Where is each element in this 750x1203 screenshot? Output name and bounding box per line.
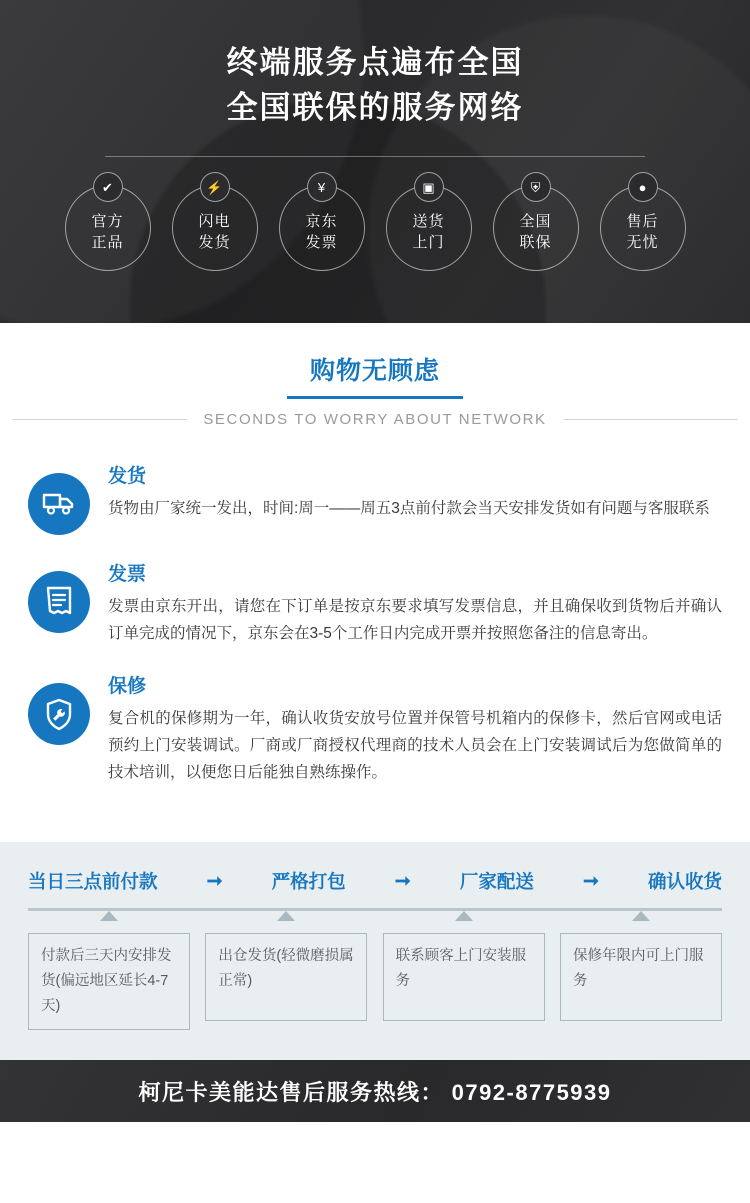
badge-label bbox=[412, 203, 444, 253]
badge-label-line2: 发票 bbox=[305, 234, 338, 251]
truck-icon bbox=[28, 473, 90, 535]
feature-heading: 保修 bbox=[108, 676, 147, 697]
section-title: 购物无顾虑 bbox=[309, 357, 440, 385]
feature-heading: 发票 bbox=[108, 564, 147, 585]
flow-card-2: 出仓发货(轻微磨损属正常) bbox=[205, 933, 367, 1021]
footer-hotline-bar bbox=[0, 1060, 750, 1122]
flow-arrow-icon: ➞ bbox=[206, 870, 223, 892]
flow-timeline bbox=[28, 908, 722, 911]
flow-step-2: 严格打包 bbox=[271, 871, 346, 892]
flow-step-1: 当日三点前付款 bbox=[28, 871, 158, 892]
flow-pointer-icon bbox=[277, 911, 295, 921]
hero-title-line1: 终端服务点遍布全国 bbox=[226, 45, 524, 80]
flow-step-4: 确认收货 bbox=[647, 871, 722, 892]
flow-card-row bbox=[20, 933, 730, 1030]
section-subtitle-wrap bbox=[0, 397, 750, 441]
badge-label-line2: 发货 bbox=[198, 234, 231, 251]
footer-hotline-text: 柯尼卡美能达售后服务热线： 0792-8775939 bbox=[138, 1079, 612, 1105]
hero-divider bbox=[105, 156, 645, 157]
feature-text: 发票由京东开出，请您在下订单是按京东要求填写发票信息，并且确保收到货物后并确认订单完成的情况下，京东会在3-5个工作日内完成开票并按照您备注的信息寄出。 bbox=[108, 598, 722, 642]
badge-label bbox=[519, 203, 551, 253]
feature-warranty bbox=[28, 669, 722, 786]
badge-label-line1: 全国 bbox=[519, 213, 552, 230]
feature-shipping bbox=[28, 459, 722, 535]
flow-card-4: 保修年限内可上门服务 bbox=[560, 933, 722, 1021]
lightning-clock-icon: ⚡ bbox=[200, 172, 230, 202]
flow-pointer-icon bbox=[100, 911, 118, 921]
badge-label-line1: 送货 bbox=[412, 213, 445, 230]
service-badge-list bbox=[0, 179, 750, 271]
service-badge-invoice bbox=[279, 179, 365, 271]
flow-pointer-icon bbox=[455, 911, 473, 921]
badge-label bbox=[198, 203, 230, 253]
badge-label-line1: 闪电 bbox=[198, 213, 231, 230]
badge-label-line1: 售后 bbox=[626, 213, 659, 230]
badge-label bbox=[305, 203, 337, 253]
flow-card-3: 联系顾客上门安装服务 bbox=[383, 933, 545, 1021]
badge-label-line2: 上门 bbox=[412, 234, 445, 251]
flow-card-1: 付款后三天内安排发货(偏远地区延长4-7天) bbox=[28, 933, 190, 1030]
service-badge-official bbox=[65, 179, 151, 271]
badge-label-line1: 官方 bbox=[91, 213, 124, 230]
flow-card-wrap-1 bbox=[28, 933, 190, 1030]
feature-list bbox=[0, 451, 750, 842]
feature-body bbox=[108, 669, 722, 786]
service-badge-door-delivery bbox=[386, 179, 472, 271]
badge-label-line2: 正品 bbox=[91, 234, 124, 251]
shield-check-icon: ✔ bbox=[93, 172, 123, 202]
hero-title-line2: 全国联保的服务网络 bbox=[226, 90, 524, 125]
feature-body bbox=[108, 459, 722, 522]
order-flow-section bbox=[0, 842, 750, 1060]
service-person-icon: ● bbox=[628, 172, 658, 202]
feature-heading: 发货 bbox=[108, 466, 147, 487]
flow-step-3: 厂家配送 bbox=[459, 871, 534, 892]
hero-banner bbox=[0, 0, 750, 323]
shopping-assurance-section bbox=[0, 323, 750, 451]
invoice-doc-icon bbox=[28, 571, 90, 633]
service-badge-after-sales bbox=[600, 179, 686, 271]
badge-label-line1: 京东 bbox=[305, 213, 338, 230]
feature-invoice bbox=[28, 557, 722, 647]
section-subtitle: SECONDS TO WORRY ABOUT NETWORK bbox=[187, 411, 562, 428]
flow-arrow-icon: ➞ bbox=[394, 870, 411, 892]
warranty-shield-icon: ⛨ bbox=[521, 172, 551, 202]
invoice-icon: ¥ bbox=[307, 172, 337, 202]
delivery-box-icon: ▣ bbox=[414, 172, 444, 202]
flow-card-wrap-2 bbox=[205, 933, 367, 1030]
feature-body bbox=[108, 557, 722, 647]
flow-card-wrap-4 bbox=[560, 933, 722, 1030]
badge-label bbox=[91, 203, 123, 253]
badge-label-line2: 无忧 bbox=[626, 234, 659, 251]
flow-card-wrap-3 bbox=[383, 933, 545, 1030]
wrench-shield-icon bbox=[28, 683, 90, 745]
service-badge-national-warranty bbox=[493, 179, 579, 271]
feature-text: 货物由厂家统一发出，时间:周一——周五3点前付款会当天安排发货如有问题与客服联系 bbox=[108, 500, 710, 517]
flow-arrow-icon: ➞ bbox=[582, 870, 599, 892]
feature-text: 复合机的保修期为一年，确认收货安放号位置并保管号机箱内的保修卡，然后官网或电话预约上门安装调试。厂商或厂商授权代理商的技术人员会在上门安装调试后为您做简单的技术培训，以便您日后能独自熟练操作。 bbox=[108, 710, 722, 781]
badge-label-line2: 联保 bbox=[519, 234, 552, 251]
badge-label bbox=[626, 203, 658, 253]
flow-pointer-icon bbox=[632, 911, 650, 921]
flow-step-row bbox=[20, 868, 730, 894]
service-badge-fast-ship bbox=[172, 179, 258, 271]
